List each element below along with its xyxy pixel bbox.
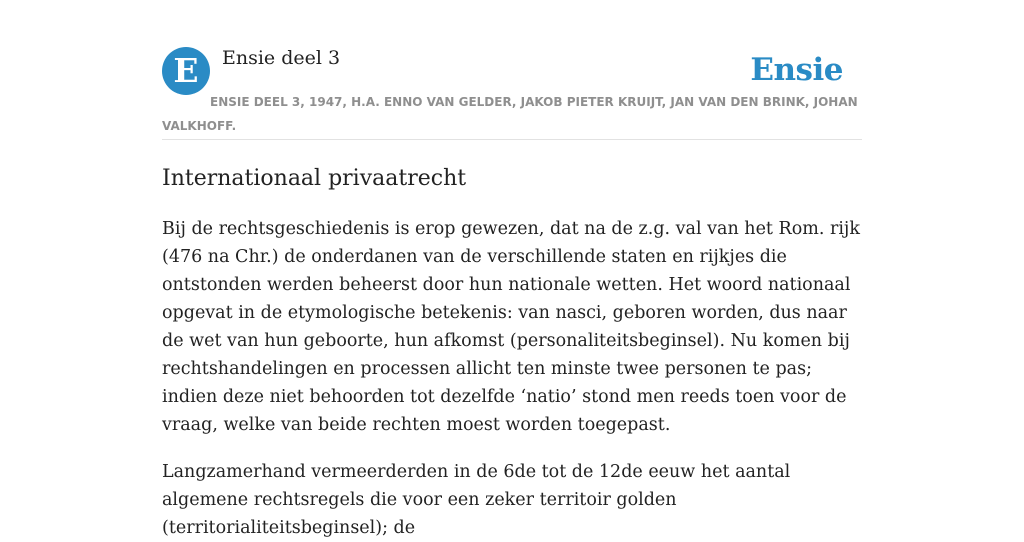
byline: ENSIE DEEL 3, 1947, H.A. ENNO VAN GELDER, JAKOB PIETER KRUIJT, JAN VAN DEN BRINK, JOHAN VALKHOFF.	[162, 95, 858, 133]
article-paragraph: Bij de rechtsgeschiedenis is erop gewezen, dat na de z.g. val van het Rom. rijk (476 na Chr.) de onderdanen van de verschillende staten en rijkjes die ontstonden werden beheerst door hun nationale wetten. Het woord nationaal opgevat in de etymologische betekenis: van nasci, geboren worden, dus naar de wet van hun geboorte, hun afkomst (personaliteitsbeginsel). Nu komen bij rechtshandelingen en processen allicht ten minste twee personen te pas; indien deze niet behoorden tot dezelfde ‘natio’ stond men reeds toen voor de vraag, welke van beide rechten moest worden toegepast.	[162, 219, 860, 435]
header	[162, 46, 862, 140]
article-title: Internationaal privaatrecht	[162, 166, 467, 191]
article-paragraph: Langzamerhand vermeerderden in de 6de tot de 12de eeuw het aantal algemene rechtsregels die voor een zeker territoir golden (territorialiteitsbeginsel); de	[162, 462, 791, 538]
ensie-logo-icon[interactable]: E	[162, 47, 210, 95]
document-title: Ensie deel 3	[222, 47, 341, 69]
brand-link[interactable]: Ensie	[750, 52, 843, 88]
article	[162, 160, 862, 542]
